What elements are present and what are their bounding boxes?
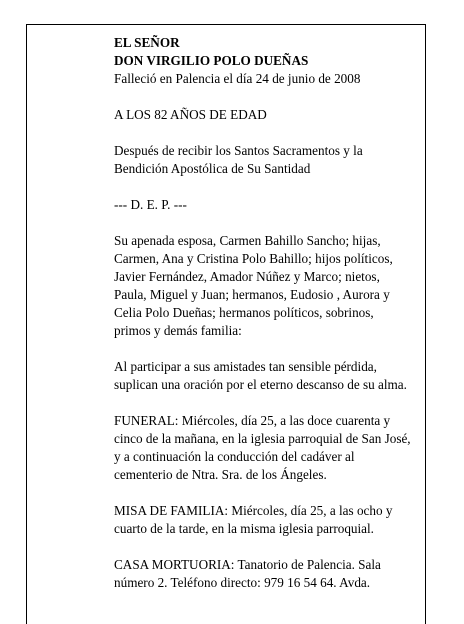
obituary-notice <box>114 34 424 610</box>
funeral-details: FUNERAL: Miércoles, día 25, a las doce cuarenta y cinco de la mañana, en la iglesia parroquial de San José, y a continuación la conducción del cadáver al cementerio de Ntra. Sra. de los Ángeles. <box>114 413 411 482</box>
family-mass-details: MISA DE FAMILIA: Miércoles, día 25, a las ocho y cuarto de la tarde, en la misma iglesia parroquial. <box>114 503 393 536</box>
death-statement: Falleció en Palencia el día 24 de junio de 2008 <box>114 71 361 86</box>
funeral-home-details: CASA MORTUORIA: Tanatorio de Palencia. Sala número 2. Teléfono directo: 979 16 54 64. Avda. <box>114 557 381 590</box>
prayer-request: Al participar a sus amistades tan sensible pérdida, suplican una oración por el eterno descanso de su alma. <box>114 359 407 392</box>
deceased-name: DON VIRGILIO POLO DUEÑAS <box>114 53 309 68</box>
age-statement: A LOS 82 AÑOS DE EDAD <box>114 107 267 122</box>
heading-line-1: EL SEÑOR <box>114 35 180 50</box>
sacraments-statement: Después de recibir los Santos Sacramentos y la Bendición Apostólica de Su Santidad <box>114 143 363 176</box>
family-paragraph: Su apenada esposa, Carmen Bahillo Sancho; hijas, Carmen, Ana y Cristina Polo Bahillo; hijos políticos, Javier Fernández, Amador Núñez y Marco; nietos, Paula, Miguel y Juan; hermanos, Eudosio , Aurora y Celia Polo Dueñas; hermanos políticos, sobrinos, primos y demás familia: <box>114 233 393 338</box>
rip-line: --- D. E. P. --- <box>114 197 187 212</box>
